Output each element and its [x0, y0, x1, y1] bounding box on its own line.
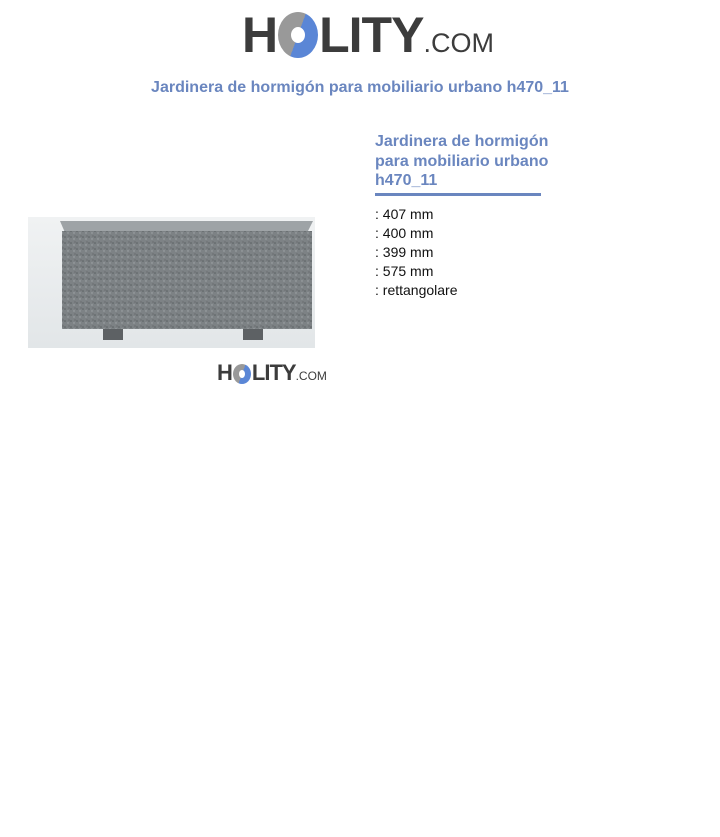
- logo-o-icon: [278, 12, 318, 58]
- product-title: Jardinera de hormigón para mobiliario urbano h470_11: [375, 133, 549, 189]
- logo-o-icon: [233, 364, 251, 384]
- page-title: Jardinera de hormigón para mobiliario urbano h470_11: [151, 79, 569, 96]
- spec-list: [375, 205, 458, 300]
- logo-com: .COM: [295, 369, 327, 383]
- holity-logo: [242, 7, 494, 63]
- title-underline: [375, 193, 541, 196]
- product-image: [28, 217, 315, 348]
- logo-h: H: [242, 7, 278, 63]
- logo-h: H: [217, 360, 232, 385]
- spec-item: : 575 mm: [375, 263, 434, 279]
- logo-lity: LITY: [251, 360, 296, 385]
- spec-item: : 399 mm: [375, 244, 434, 260]
- spec-item: : rettangolare: [375, 282, 458, 298]
- holity-logo-small: [217, 362, 327, 384]
- logo-lity: LITY: [319, 7, 424, 63]
- spec-item: : 400 mm: [375, 225, 434, 241]
- concrete-planter-image: [28, 217, 315, 348]
- logo-com: .COM: [423, 28, 494, 58]
- spec-item: : 407 mm: [375, 206, 434, 222]
